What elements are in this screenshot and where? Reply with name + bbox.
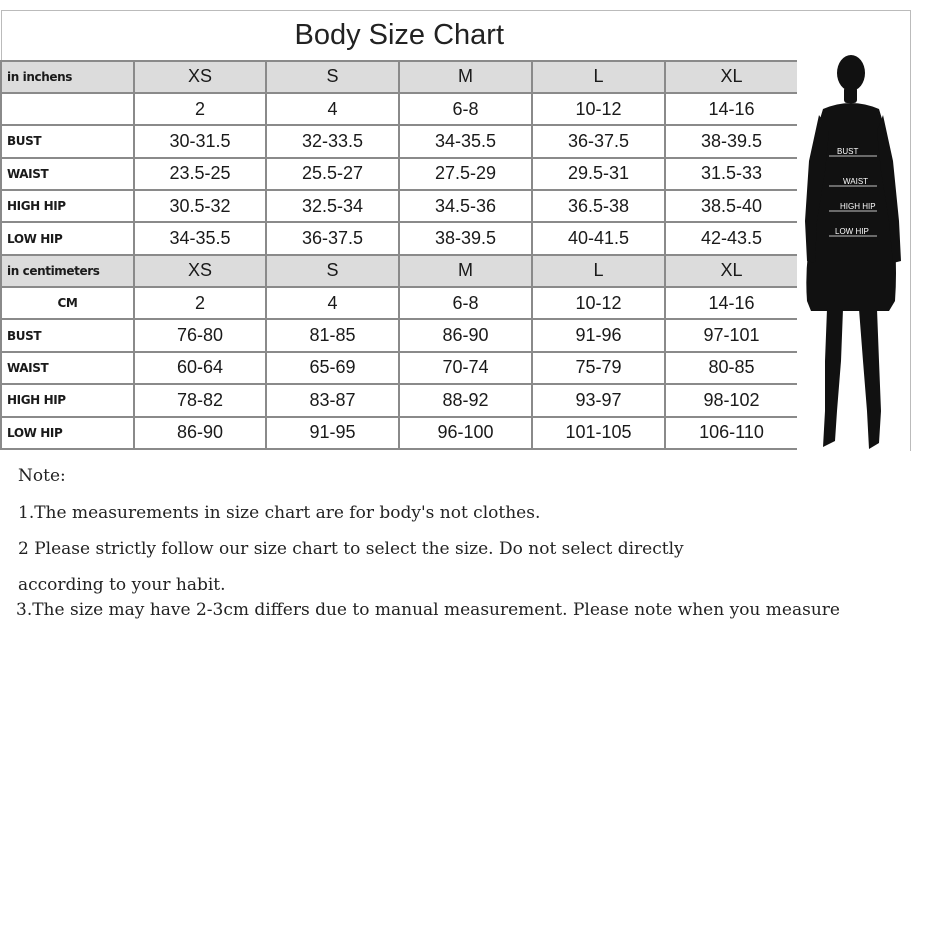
- table-cell: 38-39.5: [399, 222, 532, 254]
- figure-label-waist: WAIST: [843, 177, 869, 186]
- body-size-chart: [0, 10, 910, 450]
- size-header-xs: XS: [134, 255, 266, 287]
- table-cell: 25.5-27: [266, 158, 399, 190]
- row-label: LOW HIP: [1, 417, 134, 449]
- table-cell: 6-8: [399, 93, 532, 125]
- row-label: CM: [1, 287, 134, 319]
- body-silhouette-icon: [797, 11, 910, 451]
- note-2: 2 Please strictly follow our size chart to select the size. Do not select directly: [18, 539, 684, 559]
- size-header-l: L: [532, 255, 665, 287]
- figure-label-high-hip: HIGH HIP: [840, 202, 876, 211]
- row-label: WAIST: [1, 352, 134, 384]
- size-header-s: S: [266, 61, 399, 93]
- cm-header-row: [1, 255, 798, 287]
- chart-title: Body Size Chart: [1, 11, 798, 61]
- table-cell: 34-35.5: [134, 222, 266, 254]
- table-cell: 98-102: [665, 384, 798, 416]
- row-label: HIGH HIP: [1, 384, 134, 416]
- note-2-continued: according to your habit.: [18, 575, 226, 595]
- table-cell: 32-33.5: [266, 125, 399, 157]
- note-3: 3.The size may have 2-3cm differs due to manual measurement. Please note when you measure: [16, 600, 840, 620]
- inches-high-hip-row: [1, 190, 798, 222]
- table-cell: 36-37.5: [266, 222, 399, 254]
- table-cell: 70-74: [399, 352, 532, 384]
- table-cell: 14-16: [665, 93, 798, 125]
- table-cell: 91-96: [532, 319, 665, 351]
- table-cell: 81-85: [266, 319, 399, 351]
- table-cell: 36-37.5: [532, 125, 665, 157]
- table-cell: 80-85: [665, 352, 798, 384]
- title-row: [1, 11, 798, 61]
- note-1: 1.The measurements in size chart are for body's not clothes.: [18, 503, 541, 523]
- table-cell: 32.5-34: [266, 190, 399, 222]
- inches-waist-row: [1, 158, 798, 190]
- table-cell: 6-8: [399, 287, 532, 319]
- body-figure-panel: [797, 10, 911, 451]
- table-cell: 83-87: [266, 384, 399, 416]
- table-cell: 4: [266, 287, 399, 319]
- table-cell: 34.5-36: [399, 190, 532, 222]
- table-cell: 38-39.5: [665, 125, 798, 157]
- table-cell: 78-82: [134, 384, 266, 416]
- table-cell: 30.5-32: [134, 190, 266, 222]
- table-cell: 38.5-40: [665, 190, 798, 222]
- table-cell: 75-79: [532, 352, 665, 384]
- row-label: LOW HIP: [1, 222, 134, 254]
- inches-header-row: [1, 61, 798, 93]
- row-label: [1, 93, 134, 125]
- cm-high-hip-row: [1, 384, 798, 416]
- figure-label-bust: BUST: [837, 147, 859, 156]
- notes-heading: Note:: [18, 466, 66, 486]
- table-cell: 88-92: [399, 384, 532, 416]
- table-cell: 91-95: [266, 417, 399, 449]
- table-cell: 4: [266, 93, 399, 125]
- row-label: BUST: [1, 125, 134, 157]
- size-header-m: M: [399, 61, 532, 93]
- size-header-xl: XL: [665, 61, 798, 93]
- table-cell: 10-12: [532, 93, 665, 125]
- table-cell: 65-69: [266, 352, 399, 384]
- table-cell: 40-41.5: [532, 222, 665, 254]
- size-header-m: M: [399, 255, 532, 287]
- table-cell: 30-31.5: [134, 125, 266, 157]
- row-label: BUST: [1, 319, 134, 351]
- cm-us-size-row: [1, 287, 798, 319]
- table-cell: 14-16: [665, 287, 798, 319]
- row-label: WAIST: [1, 158, 134, 190]
- table-cell: 29.5-31: [532, 158, 665, 190]
- table-cell: 23.5-25: [134, 158, 266, 190]
- table-cell: 96-100: [399, 417, 532, 449]
- table-cell: 2: [134, 93, 266, 125]
- table-cell: 34-35.5: [399, 125, 532, 157]
- figure-label-low-hip: LOW HIP: [835, 227, 869, 236]
- table-cell: 86-90: [399, 319, 532, 351]
- table-cell: 86-90: [134, 417, 266, 449]
- row-label: HIGH HIP: [1, 190, 134, 222]
- table-cell: 27.5-29: [399, 158, 532, 190]
- table-cell: 36.5-38: [532, 190, 665, 222]
- size-header-xl: XL: [665, 255, 798, 287]
- size-table: [0, 10, 799, 450]
- table-cell: 10-12: [532, 287, 665, 319]
- cm-bust-row: [1, 319, 798, 351]
- cm-low-hip-row: [1, 417, 798, 449]
- table-cell: 76-80: [134, 319, 266, 351]
- cm-waist-row: [1, 352, 798, 384]
- cm-section-label: in centimeters: [1, 255, 134, 287]
- size-header-l: L: [532, 61, 665, 93]
- table-cell: 42-43.5: [665, 222, 798, 254]
- table-cell: 93-97: [532, 384, 665, 416]
- table-cell: 31.5-33: [665, 158, 798, 190]
- table-cell: 60-64: [134, 352, 266, 384]
- table-cell: 106-110: [665, 417, 798, 449]
- inches-bust-row: [1, 125, 798, 157]
- inches-section-label: in inchens: [1, 61, 134, 93]
- inches-us-size-row: [1, 93, 798, 125]
- table-cell: 101-105: [532, 417, 665, 449]
- table-cell: 97-101: [665, 319, 798, 351]
- table-cell: 2: [134, 287, 266, 319]
- size-header-xs: XS: [134, 61, 266, 93]
- size-header-s: S: [266, 255, 399, 287]
- inches-low-hip-row: [1, 222, 798, 254]
